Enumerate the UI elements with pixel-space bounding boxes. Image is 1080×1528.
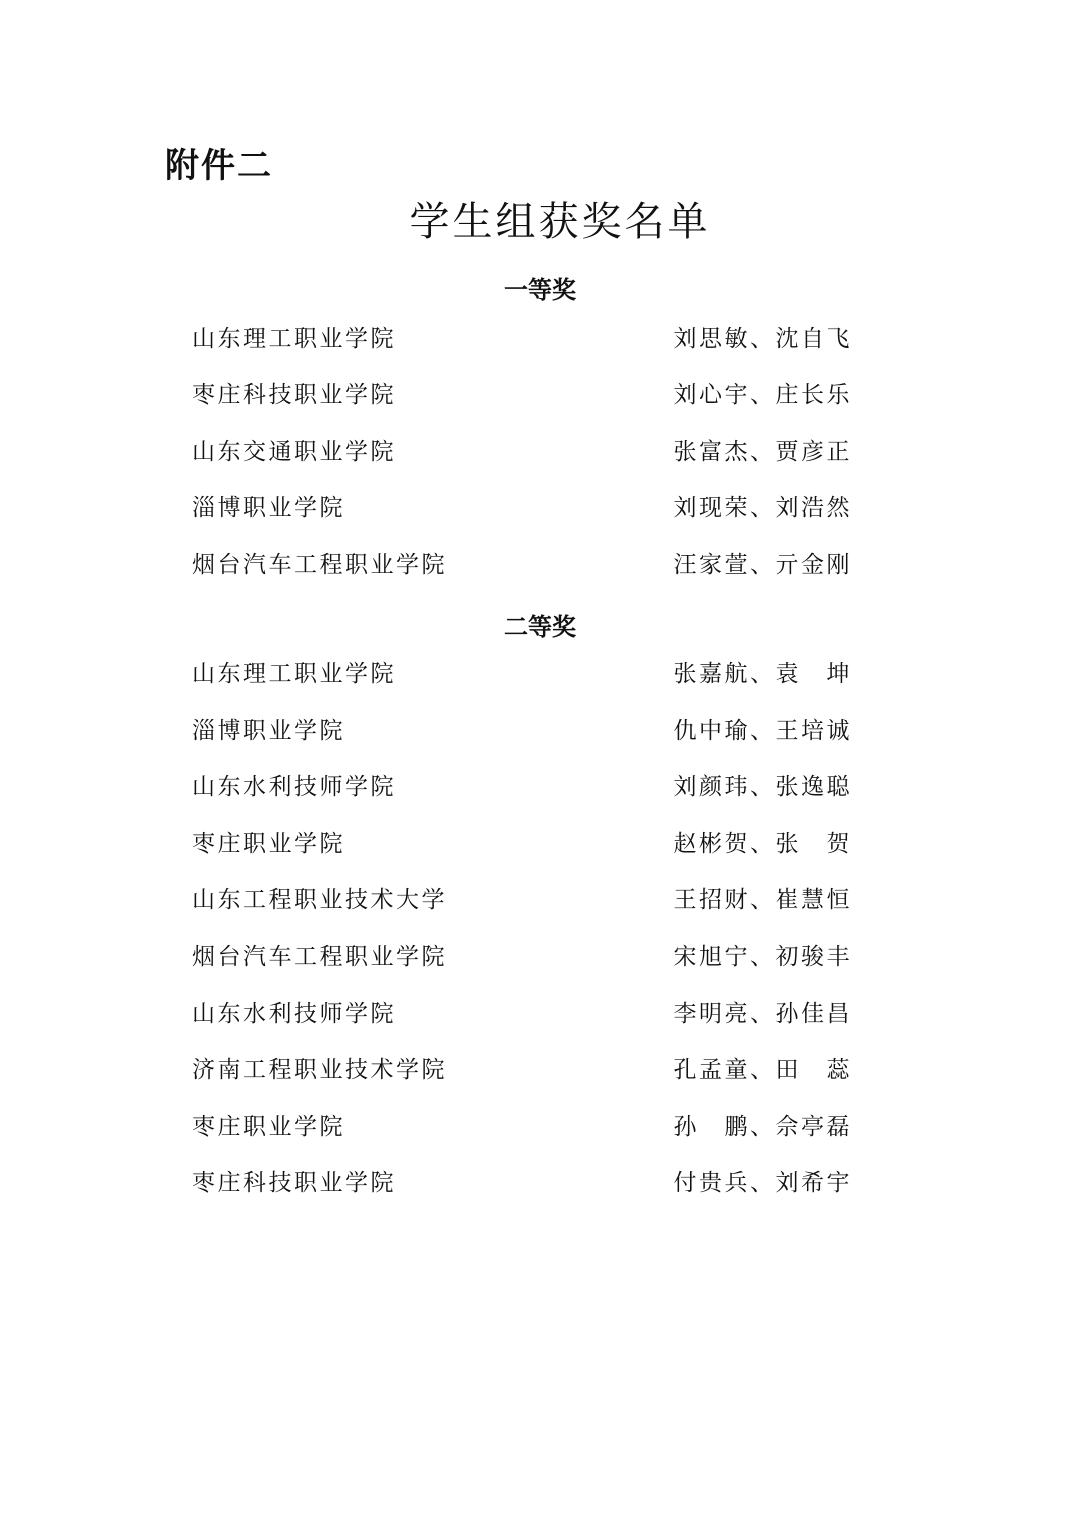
winner-names: 汪家萱、亓金刚 xyxy=(673,552,852,578)
winner-names: 刘现荣、刘浩然 xyxy=(673,495,852,521)
school-name: 枣庄职业学院 xyxy=(192,831,345,857)
school-name: 淄博职业学院 xyxy=(192,495,345,521)
list-item xyxy=(192,881,852,915)
school-name: 淄博职业学院 xyxy=(192,718,345,744)
list-item xyxy=(192,320,852,354)
list-item xyxy=(192,995,852,1029)
winner-names: 王招财、崔慧恒 xyxy=(673,887,852,913)
winner-names: 张嘉航、袁 坤 xyxy=(673,661,852,687)
school-name: 烟台汽车工程职业学院 xyxy=(192,944,447,970)
winner-names: 孙 鹏、佘亭磊 xyxy=(673,1114,852,1140)
list-item xyxy=(192,825,852,859)
list-item xyxy=(192,1051,852,1085)
school-name: 山东理工职业学院 xyxy=(192,661,396,687)
section-heading-second-prize: 二等奖 xyxy=(504,612,576,641)
winner-names: 付贵兵、刘希宇 xyxy=(673,1170,852,1196)
school-name: 枣庄科技职业学院 xyxy=(192,382,396,408)
school-name: 枣庄职业学院 xyxy=(192,1114,345,1140)
list-item xyxy=(192,655,852,689)
list-item xyxy=(192,489,852,523)
school-name: 枣庄科技职业学院 xyxy=(192,1170,396,1196)
section-heading-first-prize: 一等奖 xyxy=(504,275,576,304)
school-name: 山东水利技师学院 xyxy=(192,1001,396,1027)
school-name: 烟台汽车工程职业学院 xyxy=(192,552,447,578)
annex-label: 附件二 xyxy=(165,146,273,186)
document-title: 学生组获奖名单 xyxy=(409,199,711,245)
list-item xyxy=(192,1164,852,1198)
school-name: 济南工程职业技术学院 xyxy=(192,1057,447,1083)
school-name: 山东工程职业技术大学 xyxy=(192,887,447,913)
school-name: 山东交通职业学院 xyxy=(192,439,396,465)
list-item xyxy=(192,433,852,467)
winner-names: 仇中瑜、王培诚 xyxy=(673,718,852,744)
winner-names: 刘思敏、沈自飞 xyxy=(673,326,852,352)
winner-names: 刘心宇、庄长乐 xyxy=(673,382,852,408)
winner-names: 李明亮、孙佳昌 xyxy=(673,1001,852,1027)
school-name: 山东水利技师学院 xyxy=(192,774,396,800)
winner-names: 刘颜玮、张逸聪 xyxy=(673,774,852,800)
list-item xyxy=(192,546,852,580)
list-item xyxy=(192,1108,852,1142)
list-item xyxy=(192,768,852,802)
winner-names: 赵彬贺、张 贺 xyxy=(673,831,852,857)
winner-names: 宋旭宁、初骏丰 xyxy=(673,944,852,970)
winner-names: 张富杰、贾彦正 xyxy=(673,439,852,465)
list-item xyxy=(192,938,852,972)
winner-names: 孔孟童、田 蕊 xyxy=(673,1057,852,1083)
list-item xyxy=(192,712,852,746)
list-item xyxy=(192,376,852,410)
school-name: 山东理工职业学院 xyxy=(192,326,396,352)
